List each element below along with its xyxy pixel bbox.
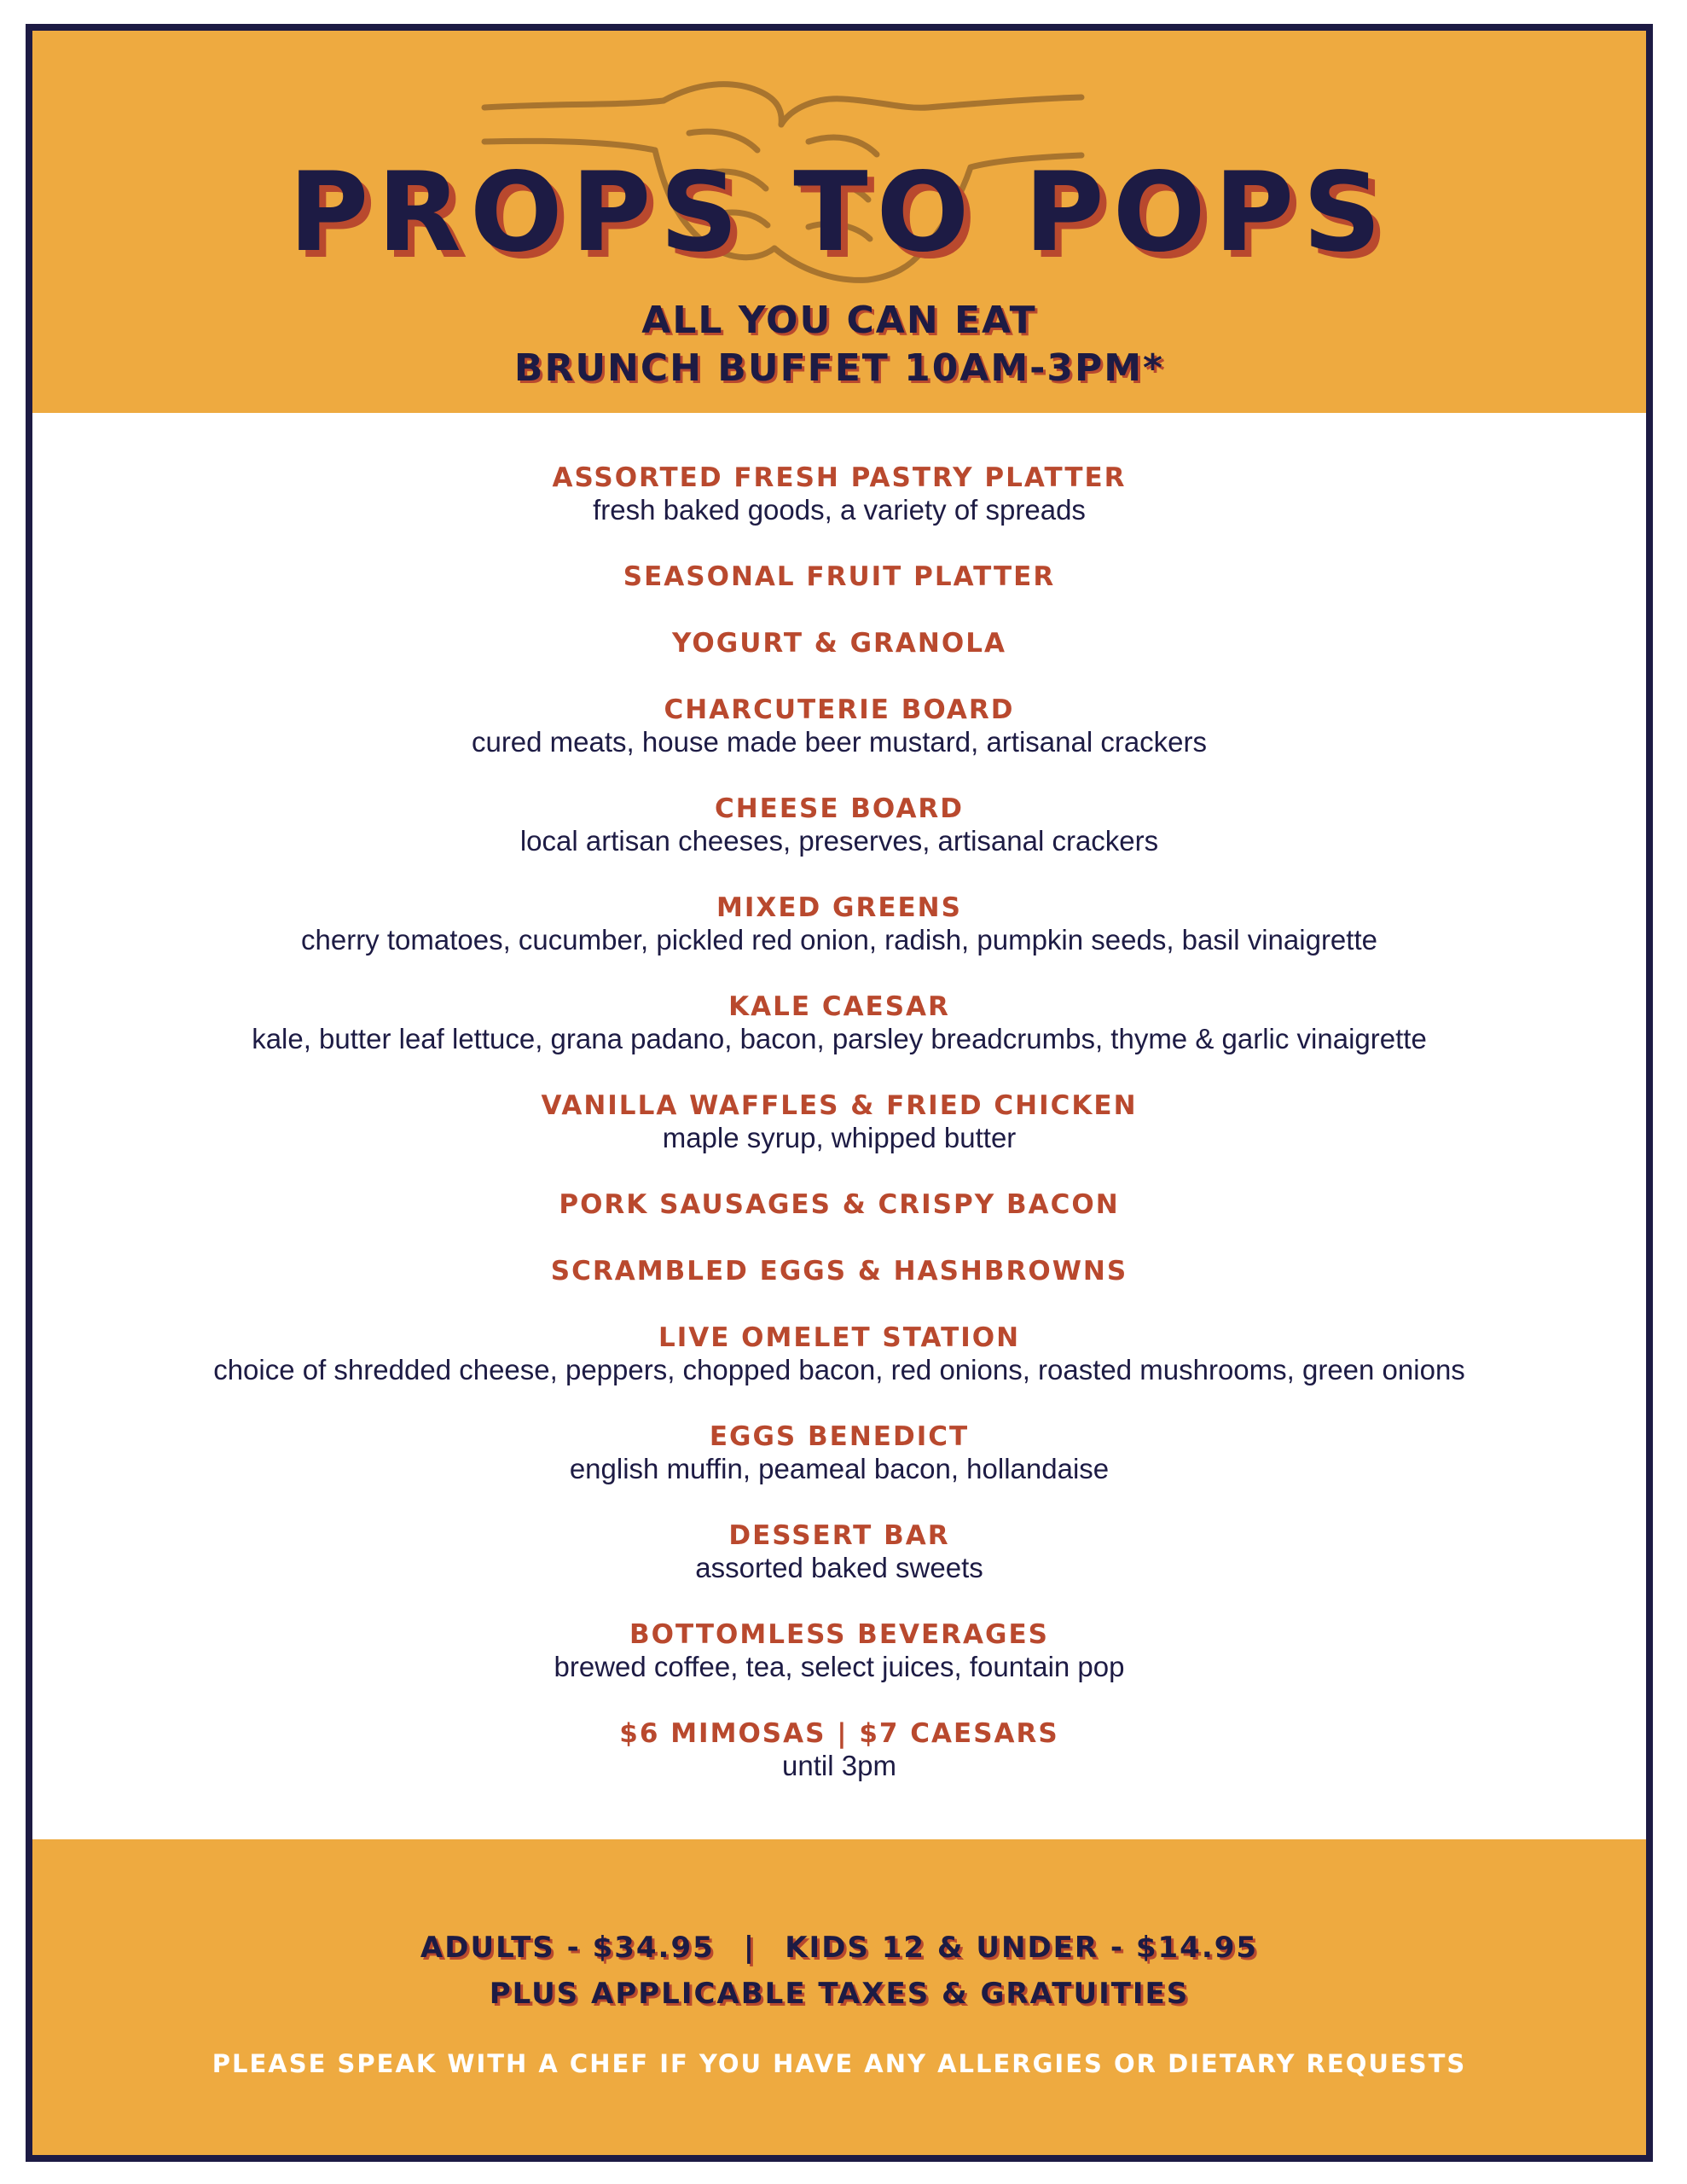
menu-item — [32, 1618, 1646, 1683]
pricing — [32, 1925, 1646, 2017]
menu-item-name: CHARCUTERIE BOARD — [664, 694, 1015, 725]
menu-item-desc: maple syrup, whipped butter — [662, 1122, 1017, 1153]
menu-item-desc: english muffin, peameal bacon, hollandaise — [569, 1453, 1110, 1484]
menu-item-desc: fresh baked goods, a variety of spreads — [593, 494, 1086, 526]
menu-item-desc: choice of shredded cheese, peppers, chopped bacon, red onions, roasted mushrooms, green onions — [213, 1354, 1465, 1385]
menu-frame — [26, 24, 1653, 2162]
menu-item-desc: until 3pm — [782, 1750, 896, 1781]
menu-item-name: SCRAMBLED EGGS & HASHBROWNS — [550, 1256, 1128, 1287]
page-title: PROPS TO POPS — [288, 149, 1390, 276]
menu-item-name: PORK SAUSAGES & CRISPY BACON — [559, 1189, 1120, 1220]
menu-item — [32, 1089, 1646, 1154]
menu-item-desc: local artisan cheeses, preserves, artisanal crackers — [519, 825, 1159, 857]
menu-item — [32, 1255, 1646, 1287]
menu-item-name: BOTTOMLESS BEVERAGES — [629, 1619, 1049, 1650]
menu-item-desc: kale, butter leaf lettuce, grana padano, bacon, parsley breadcrumbs, thyme & garlic vinaigrette — [252, 1023, 1427, 1054]
menu-item-name: YOGURT & GRANOLA — [672, 628, 1006, 659]
menu-item — [32, 990, 1646, 1055]
menu-item — [32, 1321, 1646, 1386]
menu-item-desc: assorted baked sweets — [695, 1552, 983, 1583]
menu-item-desc: cured meats, house made beer mustard, artisanal crackers — [471, 726, 1208, 758]
footer-banner — [32, 1839, 1646, 2162]
menu-item — [32, 1420, 1646, 1485]
menu-item — [32, 694, 1646, 758]
menu-item-name: MIXED GREENS — [716, 892, 962, 923]
menu-item — [32, 627, 1646, 659]
menu-item-name: CHEESE BOARD — [714, 793, 965, 824]
menu-item — [32, 462, 1646, 526]
menu-item — [32, 1188, 1646, 1221]
menu-item-name: $6 MIMOSAS | $7 CAESARS — [619, 1718, 1059, 1749]
menu-list — [32, 462, 1646, 1782]
menu-item-name: ASSORTED FRESH PASTRY PLATTER — [552, 462, 1127, 493]
menu-item-name: LIVE OMELET STATION — [658, 1322, 1021, 1353]
adults-price: ADULTS - $34.95 — [420, 1931, 715, 1965]
menu-item — [32, 561, 1646, 593]
subtitle-line-1: ALL YOU CAN EAT — [641, 299, 1037, 342]
menu-item — [32, 892, 1646, 956]
menu-item-name: KALE CAESAR — [728, 991, 950, 1022]
menu-item-name: SEASONAL FRUIT PLATTER — [623, 561, 1056, 592]
menu-item-name: EGGS BENEDICT — [709, 1421, 970, 1452]
menu-item — [32, 1519, 1646, 1584]
subtitle-line-2: BRUNCH BUFFET 10AM-3PM* — [513, 346, 1165, 390]
allergy-note: PLEASE SPEAK WITH A CHEF IF YOU HAVE ANY ALLERGIES OR DIETARY REQUESTS — [212, 2049, 1467, 2078]
taxes-note: PLUS APPLICABLE TAXES & GRATUITIES — [489, 1977, 1190, 2011]
kids-price: KIDS 12 & UNDER - $14.95 — [785, 1931, 1259, 1965]
menu-item — [32, 793, 1646, 857]
menu-item-desc: brewed coffee, tea, select juices, fountain pop — [554, 1651, 1125, 1682]
price-separator: | — [743, 1931, 757, 1965]
header-banner — [32, 31, 1646, 413]
menu-item-name: DESSERT BAR — [728, 1520, 950, 1551]
subtitle — [32, 297, 1646, 392]
price-line — [32, 1925, 1646, 1971]
menu-item — [32, 1717, 1646, 1782]
menu-item-desc: cherry tomatoes, cucumber, pickled red onion, radish, pumpkin seeds, basil vinaigrette — [301, 924, 1377, 956]
menu-item-name: VANILLA WAFFLES & FRIED CHICKEN — [541, 1090, 1138, 1121]
